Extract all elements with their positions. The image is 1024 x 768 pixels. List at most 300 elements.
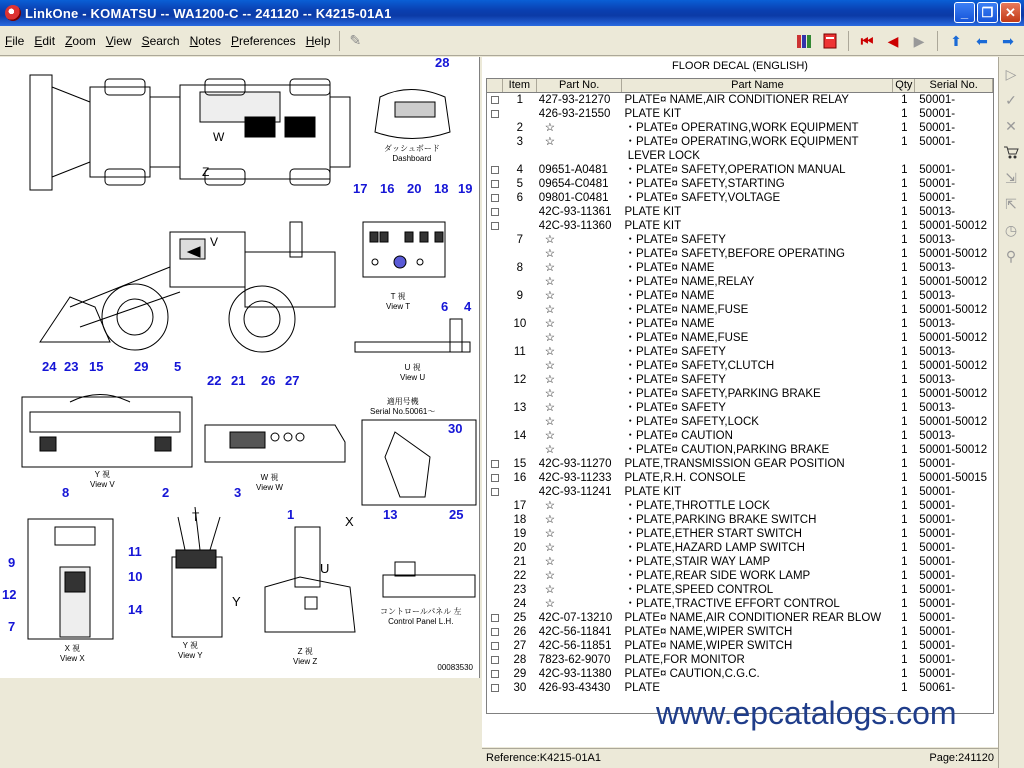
row-checkbox-cell [487,233,503,247]
magnify-icon[interactable]: ⚲ [1005,247,1017,264]
menu-search[interactable]: Search [141,33,180,48]
callout-1[interactable]: 1 [287,507,295,522]
menu-file[interactable]: File [5,33,25,48]
lower-pane [0,678,482,768]
row-checkbox[interactable] [491,208,499,216]
qty-cell: 1 [901,276,908,288]
check-icon[interactable]: ✓ [1005,91,1017,108]
part-no-cell[interactable]: 42C-56-11851 [538,640,612,652]
table-row[interactable] [487,107,993,121]
catalog-icon[interactable] [818,29,842,53]
part-name-cell: ・PLATE¤ NAME,RELAY [624,276,755,288]
part-no-cell[interactable]: ☆ [544,262,556,274]
row-checkbox-cell [487,289,503,303]
parts-table [486,78,994,714]
row-checkbox-cell [487,107,503,121]
part-no-cell[interactable]: ☆ [544,290,556,302]
part-no-cell[interactable]: ☆ [544,318,556,330]
callout-5[interactable]: 5 [174,359,182,374]
first-page-icon[interactable]: ⏮ [860,32,874,49]
part-no-cell[interactable]: 42C-93-11270 [538,458,612,470]
table-row[interactable] [487,163,993,177]
row-checkbox[interactable] [491,628,499,636]
part-no-cell[interactable]: 09651-A0481 [538,164,608,176]
row-checkbox[interactable] [491,614,499,622]
serial-cell: 50001- [919,542,956,554]
serial-cell: 50001- [919,136,956,148]
table-row[interactable] [487,541,993,555]
menu-view[interactable]: View [105,33,132,48]
toolbar-separator [848,31,849,51]
export-icon[interactable]: ⇱ [1005,195,1017,212]
item-cell: 13 [513,402,527,414]
qty-cell: 1 [901,234,908,246]
serial-cell: 50001- [919,164,956,176]
menu-help[interactable]: Help [305,33,331,48]
table-row[interactable] [487,443,993,457]
table-row[interactable] [487,653,993,667]
serial-cell: 50061- [919,682,956,694]
part-no-cell[interactable]: ☆ [544,304,556,316]
table-row[interactable] [487,471,993,485]
part-no-cell[interactable]: ☆ [544,570,556,582]
item-cell [503,107,537,121]
part-name-cell: ・PLATE¤ SAFETY,PARKING BRAKE [624,388,821,400]
table-row[interactable] [487,527,993,541]
part-no-cell[interactable]: ☆ [544,402,556,414]
part-no-cell[interactable]: 42C-93-11241 [538,486,612,498]
table-row[interactable] [487,219,993,233]
part-no-cell[interactable]: 42C-56-11841 [538,626,612,638]
table-row[interactable] [487,513,993,527]
table-row[interactable] [487,303,993,317]
arrow-label-v: V [210,235,219,249]
item-cell: 11 [513,346,526,358]
row-checkbox-cell [487,527,503,541]
part-no-cell[interactable]: 7823-62-9070 [538,654,611,666]
part-name-cell: PLATE¤ CAUTION,C.G.C. [624,668,760,680]
item-cell [503,275,537,289]
serial-cell: 50001-50012 [919,416,988,428]
callout-16[interactable]: 16 [380,181,395,196]
callout-11[interactable]: 11 [128,544,142,559]
history-icon[interactable]: ◷ [1004,221,1018,238]
item-cell: 10 [513,318,527,330]
row-checkbox[interactable] [491,670,499,678]
qty-cell: 1 [901,192,908,204]
control-panel-label: コントロールパネル 左 Control Panel L.H. [380,607,462,626]
part-no-cell[interactable]: ☆ [544,248,556,260]
callout-2[interactable]: 2 [162,485,170,500]
row-checkbox[interactable] [491,488,499,496]
part-no-cell[interactable]: ☆ [544,346,556,358]
callout-24[interactable]: 24 [42,359,57,374]
row-checkbox-cell [487,373,503,387]
item-cell: 26 [513,626,527,638]
table-row[interactable] [487,499,993,513]
serial-cell: 50001- [919,584,956,596]
callout-19[interactable]: 19 [458,181,473,196]
part-name-cell: ・PLATE,PARKING BRAKE SWITCH [624,514,817,526]
serial-cell: 50013- [919,262,956,274]
item-cell: 7 [516,234,524,246]
row-checkbox[interactable] [491,684,499,692]
item-cell: 29 [513,668,527,680]
row-checkbox-cell [487,415,503,429]
row-checkbox-cell [487,401,503,415]
qty-cell: 1 [901,360,908,372]
table-row[interactable] [487,191,993,205]
part-name-cell: ・PLATE¤ SAFETY [624,234,726,246]
serial-cell: 50001-50012 [919,276,988,288]
cart-icon[interactable] [999,139,1023,165]
callout-26[interactable]: 26 [261,373,276,388]
toolbar-separator [339,31,340,51]
row-checkbox-cell [487,471,503,485]
row-checkbox[interactable] [491,460,499,468]
qty-cell: 1 [901,416,908,428]
serial-cell: 50001-50012 [919,304,988,316]
back-arrow-icon[interactable]: ⬅ [976,32,988,49]
row-checkbox-cell [487,555,503,569]
part-name-cell: ・PLATE,THROTTLE LOCK [624,500,770,512]
callout-28[interactable]: 28 [435,57,450,70]
qty-cell: 1 [901,136,908,148]
menu-notes[interactable]: Notes [189,33,221,48]
row-checkbox[interactable] [491,96,499,104]
part-no-cell[interactable]: 426-93-21550 [538,108,611,120]
part-no-cell[interactable]: ☆ [544,234,556,246]
row-checkbox-cell [487,541,503,555]
part-name-cell: PLATE [624,682,661,694]
serial-cell: 50013- [919,234,956,246]
qty-cell: 1 [901,556,908,568]
next-page-icon[interactable]: ▶ [913,32,925,49]
part-name-cell: ・PLATE,REAR SIDE WORK LAMP [624,570,811,582]
part-name-cell: ・PLATE¤ SAFETY [624,374,726,386]
table-row[interactable] [487,583,993,597]
table-row[interactable] [487,121,993,135]
row-checkbox-cell [487,177,503,191]
table-row[interactable] [487,611,993,625]
part-name-cell: ・PLATE,ETHER START SWITCH [624,528,802,540]
table-row[interactable] [487,275,993,289]
qty-cell: 1 [901,500,908,512]
minimize-button[interactable]: _ [954,2,975,23]
qty-cell: 1 [901,668,908,680]
close-button[interactable]: ✕ [1000,2,1021,23]
serial-cell: 50001- [919,94,956,106]
forward-arrow-icon[interactable]: ➡ [1002,32,1014,49]
table-row[interactable] [487,233,993,247]
part-no-cell[interactable]: ☆ [544,430,556,442]
callout-9[interactable]: 9 [8,555,16,570]
part-no-cell[interactable]: 427-93-21270 [538,94,611,106]
row-checkbox-cell [487,359,503,373]
callout-6[interactable]: 6 [441,299,449,314]
item-cell: 12 [513,374,527,386]
item-cell: 8 [516,262,524,274]
table-row[interactable] [487,177,993,191]
qty-cell: 1 [901,178,908,190]
qty-cell: 1 [901,402,908,414]
side-toolbar [998,57,1024,768]
menu-bar [0,26,1024,56]
callout-13[interactable]: 13 [383,507,398,522]
prev-page-icon[interactable]: ◀ [887,32,899,49]
row-checkbox-cell [487,135,503,163]
serial-cell: 50001- [919,486,956,498]
app-icon [5,5,21,21]
part-name-cell: ・PLATE¤ SAFETY,CLUTCH [624,360,775,372]
item-cell: 25 [513,612,527,624]
part-no-cell[interactable]: ☆ [544,514,556,526]
part-name-cell: ・PLATE¤ SAFETY [624,346,726,358]
view-v-label: Y 視 View V [90,470,115,489]
qty-cell: 1 [901,486,908,498]
part-no-cell[interactable]: 42C-93-11233 [538,472,612,484]
part-no-cell[interactable]: 42C-93-11361 [538,206,612,218]
qty-cell: 1 [901,318,908,330]
dashboard-label: ダッシュボード Dashboard [384,144,440,163]
part-no-cell[interactable]: 09654-C0481 [538,178,609,190]
menu-edit[interactable]: Edit [34,33,56,48]
item-cell: 24 [513,598,527,610]
callout-8[interactable]: 8 [62,485,70,500]
callout-23[interactable]: 23 [64,359,79,374]
part-no-cell[interactable]: 42C-93-11380 [538,668,612,680]
table-row[interactable] [487,555,993,569]
part-name-cell: ・PLATE¤ OPERATING,WORK EQUIPMENT LEVER LOCK [624,136,859,162]
callout-17[interactable]: 17 [353,181,368,196]
callout-30[interactable]: 30 [448,421,463,436]
view-z-label: Z 視 View Z [293,647,318,666]
row-checkbox-cell [487,387,503,401]
callout-4[interactable]: 4 [464,299,472,314]
qty-cell: 1 [901,472,908,484]
table-row[interactable] [487,667,993,681]
item-cell: 1 [516,94,524,106]
arrow-label-t: T [192,510,200,524]
serial-cell: 50001- [919,654,956,666]
part-no-cell[interactable]: 42C-07-13210 [538,612,613,624]
table-row[interactable] [487,429,993,443]
table-row[interactable] [487,625,993,639]
delete-icon[interactable]: ✕ [1005,117,1017,134]
maximize-button[interactable]: ❐ [977,2,998,23]
callout-3[interactable]: 3 [234,485,242,500]
part-no-cell[interactable]: ☆ [544,136,556,148]
callout-21[interactable]: 21 [231,373,246,388]
table-row[interactable] [487,401,993,415]
qty-cell: 1 [901,514,908,526]
header-part-no[interactable]: Part No. [537,79,623,92]
part-name-cell: ・PLATE¤ NAME [624,290,715,302]
serial-cell: 50013- [919,206,956,218]
part-no-cell[interactable]: ☆ [544,528,556,540]
books-icon[interactable] [792,29,816,53]
item-cell [503,205,537,219]
header-qty[interactable]: Qty [893,79,915,92]
serial-cell: 50001- [919,556,956,568]
serial-cell: 50001-50012 [919,388,988,400]
row-checkbox[interactable] [491,642,499,650]
table-row[interactable] [487,387,993,401]
row-checkbox[interactable] [491,166,499,174]
part-name-cell: PLATE,FOR MONITOR [624,654,745,666]
import-icon[interactable]: ⇲ [1005,169,1017,186]
table-row[interactable] [487,457,993,471]
part-no-cell[interactable]: ☆ [544,416,556,428]
table-row[interactable] [487,373,993,387]
row-checkbox-cell [487,205,503,219]
illustration-panel[interactable] [0,57,480,678]
part-name-cell: ・PLATE,STAIR WAY LAMP [624,556,771,568]
part-no-cell[interactable]: ☆ [544,276,556,288]
qty-cell: 1 [901,458,908,470]
row-checkbox-cell [487,331,503,345]
menu-zoom[interactable]: Zoom [65,33,96,48]
qty-cell: 1 [901,682,908,694]
row-checkbox-cell [487,485,503,499]
arrow-label-z: Z [202,165,210,179]
part-no-cell[interactable]: ☆ [544,444,556,456]
item-cell [503,359,537,373]
table-row[interactable] [487,289,993,303]
serial-cell: 50001-50012 [919,360,988,372]
row-checkbox-cell [487,93,503,107]
row-checkbox[interactable] [491,656,499,664]
item-cell: 30 [513,682,527,694]
pin-icon[interactable]: ✎ [349,32,362,48]
callout-29[interactable]: 29 [134,359,149,374]
title-bar [0,0,1024,26]
part-name-cell: PLATE KIT [624,220,682,232]
part-no-cell[interactable]: ☆ [544,332,556,344]
part-name-cell: ・PLATE¤ SAFETY,LOCK [624,416,759,428]
item-cell: 22 [513,570,527,582]
qty-cell: 1 [901,654,908,666]
part-name-cell: PLATE¤ NAME,WIPER SWITCH [624,626,793,638]
table-row[interactable] [487,331,993,345]
row-checkbox[interactable] [491,222,499,230]
part-no-cell[interactable]: ☆ [544,584,556,596]
serial-cell: 50001- [919,528,956,540]
item-cell: 21 [513,556,527,568]
callout-15[interactable]: 15 [89,359,104,374]
play-icon[interactable]: ▷ [1005,65,1017,82]
row-checkbox-cell [487,681,503,695]
table-row[interactable] [487,345,993,359]
row-checkbox-cell [487,345,503,359]
item-cell: 18 [513,514,527,526]
part-no-cell[interactable]: 426-93-43430 [538,682,611,694]
header-part-name[interactable]: Part Name [622,79,893,92]
table-row[interactable] [487,597,993,611]
item-cell: 20 [513,542,527,554]
row-checkbox-cell [487,163,503,177]
serial-cell: 50001-50015 [919,472,988,484]
arrow-label-w: W [213,130,225,144]
item-cell: 3 [516,136,524,148]
table-row[interactable] [487,639,993,653]
table-row[interactable] [487,485,993,499]
callout-14[interactable]: 14 [128,602,143,617]
qty-cell: 1 [901,374,908,386]
callout-20[interactable]: 20 [407,181,422,196]
part-no-cell[interactable]: ☆ [544,556,556,568]
part-no-cell[interactable]: 09801-C0481 [538,192,609,204]
callout-27[interactable]: 27 [285,373,300,388]
callout-18[interactable]: 18 [434,181,449,196]
table-row[interactable] [487,317,993,331]
serial-cell: 50001- [919,612,956,624]
qty-cell: 1 [901,206,908,218]
menu-preferences[interactable]: Preferences [230,33,296,48]
row-checkbox-cell [487,653,503,667]
item-cell: 14 [513,430,527,442]
row-checkbox-cell [487,667,503,681]
serial-cell: 50001-50012 [919,332,988,344]
callout-25[interactable]: 25 [449,507,464,522]
part-no-cell[interactable]: ☆ [544,598,556,610]
part-no-cell[interactable]: 42C-93-11360 [538,220,612,232]
table-row[interactable] [487,681,993,695]
table-row[interactable] [487,569,993,583]
table-row[interactable] [487,415,993,429]
serial-label: 適用号機 Serial No.50061～ [370,397,436,416]
qty-cell: 1 [901,164,908,176]
part-no-cell[interactable]: ☆ [544,388,556,400]
table-row[interactable] [487,359,993,373]
part-name-cell: ・PLATE¤ SAFETY [624,402,726,414]
serial-cell: 50013- [919,430,956,442]
view-y-label: Y 視 View Y [178,641,203,660]
header-item[interactable]: Item [503,79,537,92]
table-row[interactable] [487,205,993,219]
row-checkbox[interactable] [491,180,499,188]
qty-cell: 1 [901,528,908,540]
callout-12[interactable]: 12 [2,587,17,602]
qty-cell: 1 [901,220,908,232]
part-no-cell[interactable]: ☆ [544,122,556,134]
table-body [487,93,993,713]
callout-10[interactable]: 10 [128,569,143,584]
row-checkbox[interactable] [491,474,499,482]
header-serial[interactable]: Serial No. [915,79,993,92]
table-row[interactable] [487,261,993,275]
row-checkbox-cell [487,261,503,275]
row-checkbox[interactable] [491,194,499,202]
part-no-cell[interactable]: ☆ [544,374,556,386]
up-arrow-icon[interactable]: ⬆ [950,32,962,49]
part-no-cell[interactable]: ☆ [544,542,556,554]
parts-list-title: FLOOR DECAL (ENGLISH) [672,60,808,72]
callout-22[interactable]: 22 [207,373,222,388]
qty-cell: 1 [901,388,908,400]
table-row[interactable] [487,135,993,163]
callout-7[interactable]: 7 [8,619,16,634]
row-checkbox[interactable] [491,110,499,118]
part-no-cell[interactable]: ☆ [544,360,556,372]
part-no-cell[interactable]: ☆ [544,500,556,512]
table-row[interactable] [487,247,993,261]
table-row[interactable] [487,93,993,107]
row-checkbox-cell [487,499,503,513]
qty-cell: 1 [901,570,908,582]
header-select[interactable] [487,79,503,92]
part-name-cell: ・PLATE,HAZARD LAMP SWITCH [624,542,805,554]
